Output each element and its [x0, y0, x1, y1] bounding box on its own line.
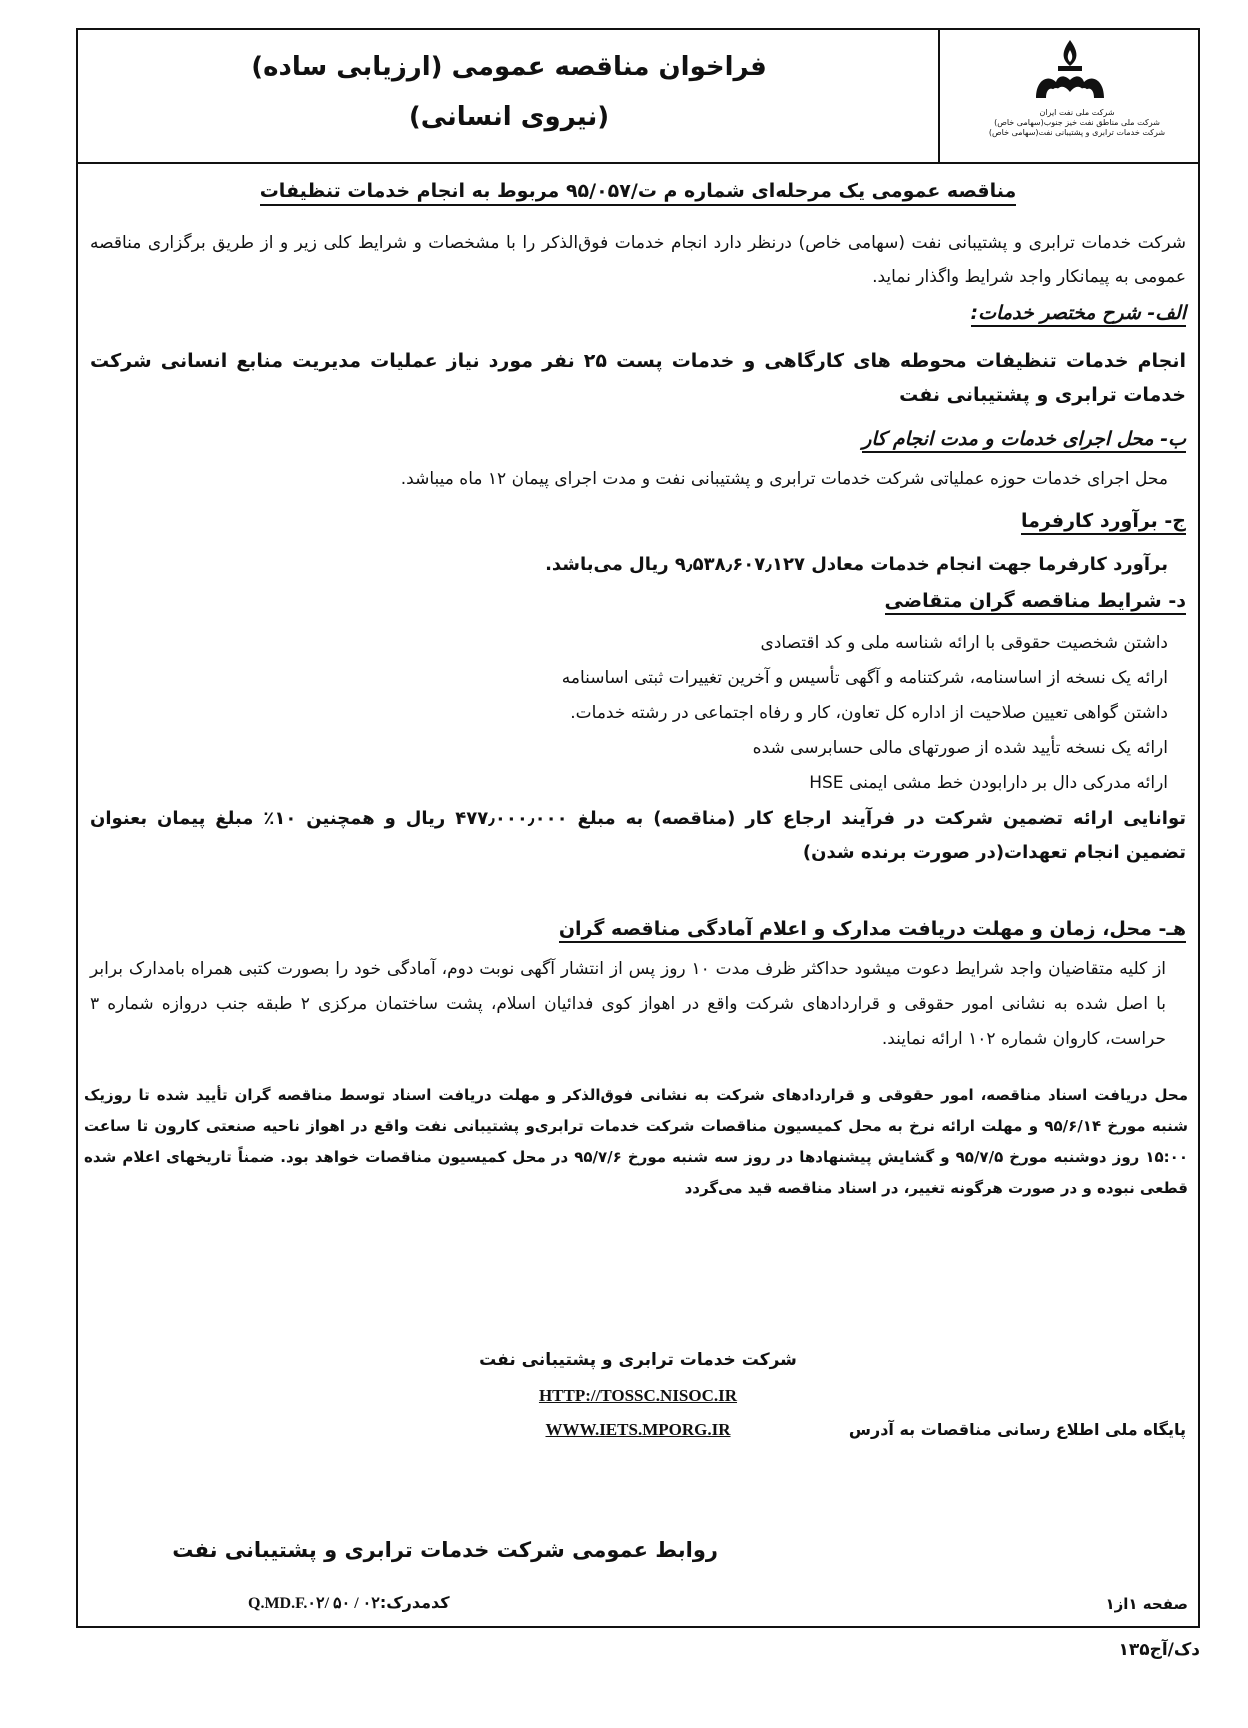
document-frame: [76, 28, 1200, 1628]
logo-caption-line: شرکت خدمات ترابری و پشتیبانی نفت(سهامی خاص): [988, 128, 1166, 137]
logo-caption-line: شرکت ملی مناطق نفت خیز جنوب(سهامی خاص): [994, 118, 1160, 127]
reference-code: دک/آج۱۳۵: [1118, 1640, 1200, 1660]
section-b-text: محل اجرای خدمات حوزه عملیاتی شرکت خدمات ترابری و پشتیبانی نفت و مدت اجرای پیمان ۱۲ ماه میباشد.: [400, 469, 1168, 489]
logo-caption-line: شرکت ملی نفت ایران: [1039, 108, 1115, 117]
documents-notice: محل دریافت اسناد مناقصه، امور حقوقی و قراردادهای شرکت به نشانی فوق‌الذکر و مهلت دریافت اسناد توسط مناقصه گران تأیید شده تا روزیک شنبه مورخ ۹۵/۶/۱۴ و مهلت ارائه نرخ به محل کمیسیون مناقصات شرکت خدمات ترابری‌و پشتیبانی نفت واقع در اهواز ناحیه صنعتی کارون تا ساعت ۱۵:۰۰ روز دوشنبه مورخ ۹۵/۷/۵ و گشایش پیشنهادها در روز سه شنبه مورخ ۹۵/۷/۶ در محل کمیسیون مناقصات خواهد بود. ضمناً تاریخهای اعلام شده قطعی نبوده و در صورت هرگونه تغییر، در اسناد مناقصه قید می‌گردد: [84, 1086, 1188, 1197]
logo-box: [938, 30, 1198, 162]
condition-item: ارائه یک نسخه از اساسنامه، شرکتنامه و آگهی تأسیس و آخرین تغییرات ثبتی اساسنامه: [561, 668, 1168, 688]
section-b-heading: [862, 428, 1186, 450]
condition-item: داشتن گواهی تعیین صلاحیت از اداره کل تعاون، کار و رفاه اجتماعی در رشته خدمات.: [570, 703, 1168, 723]
document-code: [248, 1593, 450, 1613]
contact-url-1[interactable]: [458, 1386, 818, 1406]
section-e-text: از کلیه متقاضیان واجد شرایط دعوت میشود حداکثر ظرف مدت ۱۰ روز پس از انتشار آگهی نوبت دوم، آمادگی خود را بصورت کتبی همراه بامدارک برابر با اصل شده به نشانی امور حقوقی و قراردادهای شرکت واقع در اهواز کوی فدائیان اسلام، پشت ساختمان مرکزی ۲ طبقه جنب دروازه شماره ۳ حراست، کاروان شماره ۱۰۲ ارائه نمایند.: [90, 959, 1167, 1049]
section-b-heading-text: ب- محل اجرای خدمات و مدت انجام کار: [862, 428, 1186, 453]
nioc-logo-icon: [1030, 36, 1110, 106]
section-e-heading-text: هـ- محل، زمان و مهلت دریافت مدارک و اعلام آمادگی مناقصه گران: [559, 918, 1186, 943]
document-code-value: Q.MD.F.۰۲/ ۵۰ / ۰۲: [248, 1595, 380, 1612]
section-d-heading: [885, 590, 1186, 612]
condition-item: ارائه یک نسخه تأیید شده از صورتهای مالی حسابرسی شده: [752, 738, 1168, 758]
section-d-heading-text: د- شرایط مناقصه گران متقاضی: [885, 590, 1186, 615]
section-c-heading-text: ج- برآورد کارفرما: [1021, 510, 1186, 535]
document-header: [78, 30, 1198, 164]
document-title: فراخوان مناقصه عمومی (ارزیابی ساده): [251, 52, 767, 82]
condition-item: ارائه مدرکی دال بر دارابودن خط مشی ایمنی HSE: [809, 773, 1168, 793]
signature-text: روابط عمومی شرکت خدمات ترابری و پشتیبانی نفت: [172, 1538, 718, 1562]
section-d-list: [98, 626, 1168, 801]
document-subtitle-category: (نیروی انسانی): [408, 102, 610, 132]
section-c-text: برآورد کارفرما جهت انجام خدمات معادل ۹٫۵۳۸٫۶۰۷٫۱۲۷ ریال می‌باشد.: [545, 554, 1168, 575]
intro-paragraph: شرکت خدمات ترابری و پشتیبانی نفت (سهامی خاص) درنظر دارد انجام خدمات فوق‌الذکر را با مشخصات و شرایط کلی زیر و از طریق برگزاری مناقصه عمومی به پیمانکار واجد شرایط واگذار نماید.: [90, 233, 1186, 287]
page-number: صفحه ۱از۱: [1105, 1595, 1188, 1613]
tossc-link[interactable]: HTTP://TOSSC.NISOC.IR: [538, 1386, 738, 1405]
contact-url-2[interactable]: [458, 1420, 818, 1440]
section-a-heading-text: الف- شرح مختصر خدمات:: [971, 302, 1186, 327]
section-c-heading: [1021, 510, 1186, 532]
logo-caption: [962, 108, 1192, 138]
tender-subtitle-text: مناقصه عمومی یک مرحله‌ای شماره م ت/۹۵/۰۵۷ مربوط به انجام خدمات تنظیفات: [260, 180, 1017, 206]
section-a-heading: [971, 302, 1186, 324]
contact-company: شرکت خدمات ترابری و پشتیبانی نفت: [479, 1350, 797, 1370]
document-code-label: کدمدرک:: [379, 1593, 450, 1612]
portal-label: پایگاه ملی اطلاع رسانی مناقصات به آدرس: [848, 1420, 1186, 1439]
iets-link[interactable]: WWW.IETS.MPORG.IR: [545, 1420, 731, 1439]
tender-subtitle: [78, 180, 1198, 202]
guarantee-text: توانایی ارائه تضمین شرکت در فرآیند ارجاع کار (مناقصه) به مبلغ ۴۷۷٫۰۰۰٫۰۰۰ ریال و همچنین ۱۰٪ مبلغ پیمان بعنوان تضمین انجام تعهدات(در صورت برنده شدن): [90, 808, 1186, 863]
section-a-text: انجام خدمات تنظیفات محوطه های کارگاهی و خدمات پست ۲۵ نفر مورد نیاز عملیات مدیریت منابع انسانی شرکت خدمات ترابری و پشتیبانی نفت: [90, 350, 1186, 406]
condition-item: داشتن شخصیت حقوقی با ارائه شناسه ملی و کد اقتصادی: [760, 633, 1168, 653]
section-e-heading: [559, 918, 1186, 940]
